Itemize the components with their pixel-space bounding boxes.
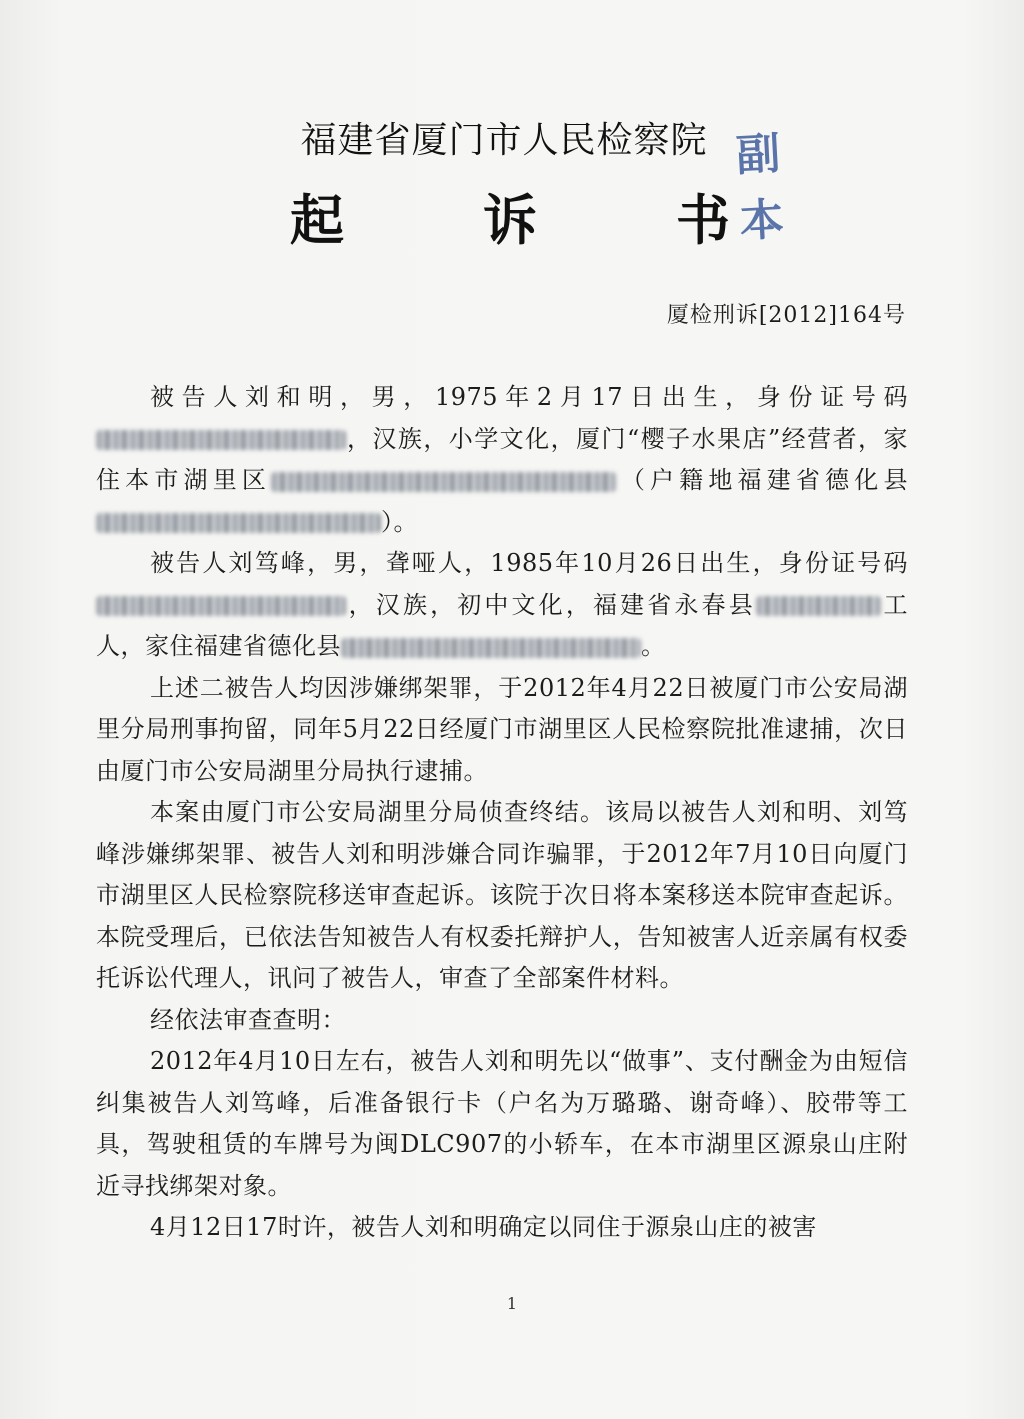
stamp-char: 本 <box>738 194 786 248</box>
paragraph-text: ）。 <box>381 507 418 536</box>
paragraph-text: 2012年4月10日左右，被告人刘和明先以“做事”、支付酬金为由短信纠集被告人刘笃峰，后准备银行卡（户名为万璐璐、谢奇峰）、胶带等工具，驾驶租赁的车牌号为闽DLC907的小轿车，在本市湖里区源泉山庄附近寻找绑架对象。 <box>96 1047 908 1200</box>
paragraph-text: 经依法审查查明： <box>150 1005 346 1034</box>
paragraph-text: 上述二被告人均因涉嫌绑架罪，于2012年4月22日被厦门市公安局湖里分局刑事拘留，同年5月22日经厦门市湖里区人民检察院批准逮捕，次日由厦门市公安局湖里分局执行逮捕。 <box>96 673 908 785</box>
document-body <box>96 377 908 1249</box>
page-number: 1 <box>506 1294 518 1313</box>
paragraph-text: 4月12日17时许，被告人刘和明确定以同住于源泉山庄的被害 <box>150 1213 817 1241</box>
document-type-heading <box>290 178 730 255</box>
redacted-text <box>96 513 381 533</box>
body-paragraph <box>96 668 908 793</box>
paragraph-text: 本案由厦门市公安局湖里分局侦查终结。该局以被告人刘和明、刘笃峰涉嫌绑架罪、被告人刘和明涉嫌合同诈骗罪，于2012年7月10日向厦门市湖里区人民检察院移送审查起诉。该院于次日将本案移送本院审查起诉。本院受理后，已依法告知被告人有权委托辩护人，告知被害人近亲属有权委托诉讼代理人，讯问了被告人，审查了全部案件材料。 <box>96 798 908 992</box>
body-paragraph <box>96 377 908 543</box>
paragraph-text: ，汉族，小学文化，厦门“樱子水果店”经营者，家住本市湖里区 <box>96 424 908 494</box>
body-paragraph <box>96 1207 908 1249</box>
redacted-text <box>756 596 881 616</box>
paragraph-text: 工人，家住福建省德化县 <box>96 590 909 660</box>
redacted-text <box>341 638 641 658</box>
document-number: 厦检刑诉[2012]164号 <box>666 303 906 328</box>
doc-type-char: 起 <box>290 189 344 252</box>
doc-type-char: 书 <box>676 189 730 252</box>
copy-stamp <box>735 121 798 256</box>
paragraph-text: 。 <box>641 632 666 660</box>
body-paragraph <box>96 1041 908 1207</box>
stamp-char: 副 <box>734 128 782 182</box>
body-paragraph <box>96 1000 908 1042</box>
agency-title: 福建省厦门市人民检察院 <box>300 120 708 161</box>
paragraph-text: 被告人刘笃峰，男，聋哑人，1985年10月26日出生，身份证号码 <box>150 549 908 577</box>
paragraph-text: ，汉族，初中文化，福建省永春县 <box>346 590 756 619</box>
body-paragraph <box>96 543 908 668</box>
body-paragraph <box>96 792 908 1000</box>
paragraph-text: 被告人刘和明，男，1975年2月17日出生，身份证号码 <box>150 383 908 411</box>
redacted-text <box>271 472 616 492</box>
paragraph-text: （户籍地福建省德化县 <box>616 466 908 494</box>
doc-type-char: 诉 <box>483 189 537 252</box>
redacted-text <box>96 430 346 450</box>
redacted-text <box>96 596 346 616</box>
